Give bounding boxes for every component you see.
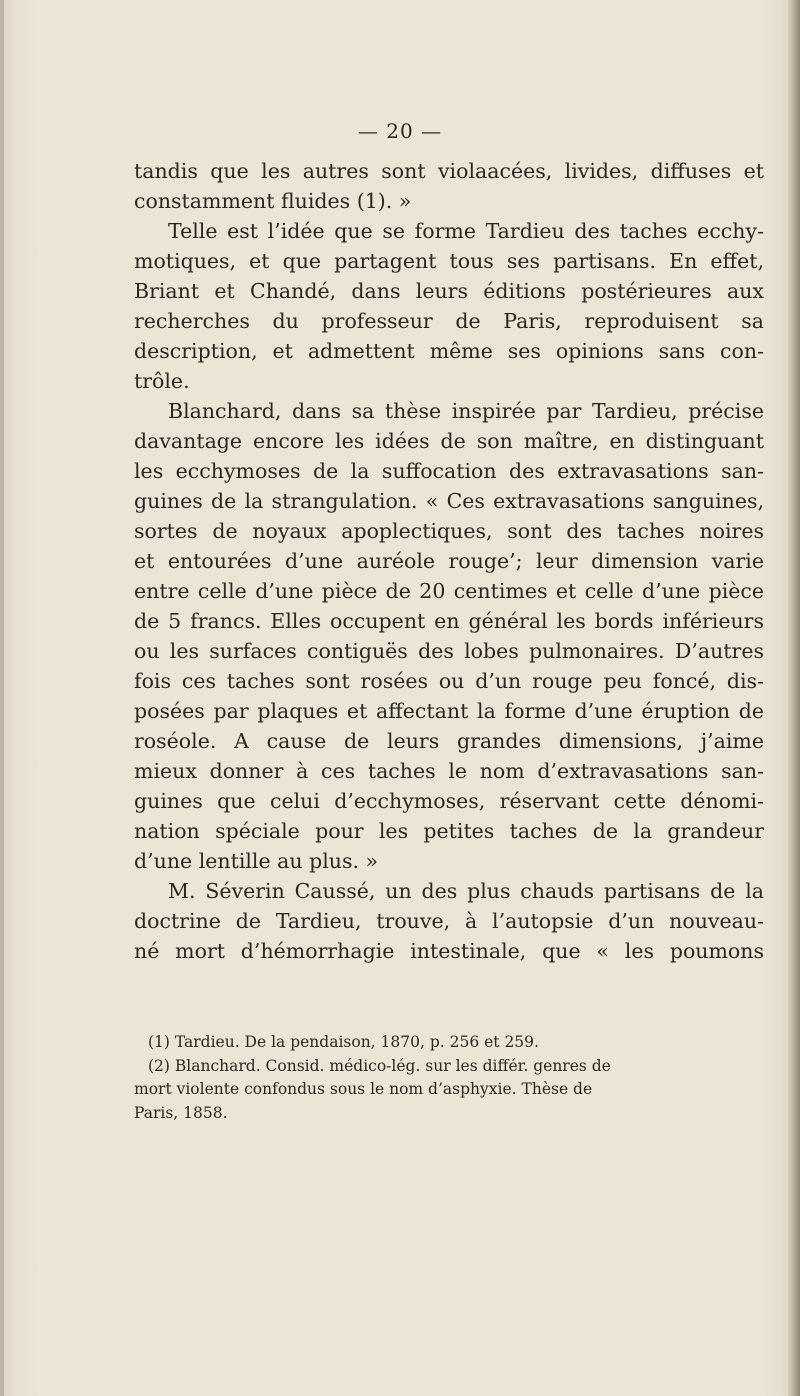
- text-line: né mort d’hémorrhagie intestinale, que « les poumons: [134, 939, 764, 963]
- text-line: trôle.: [134, 369, 190, 393]
- text-line: roséole. A cause de leurs grandes dimensions, j’aime: [134, 729, 764, 753]
- text-line: les ecchymoses de la suffocation des extravasations san-: [134, 459, 764, 483]
- text-line: doctrine de Tardieu, trouve, à l’autopsie d’un nouveau-: [134, 909, 764, 933]
- footnote-line: (1) Tardieu. De la pendaison, 1870, p. 256 et 259.: [148, 1033, 539, 1051]
- text-line: entre celle d’une pièce de 20 centimes et celle d’une pièce: [134, 579, 764, 603]
- text-line: constamment fluides (1). »: [134, 189, 412, 213]
- text-line: motiques, et que partagent tous ses partisans. En effet,: [134, 249, 764, 273]
- text-line: de 5 francs. Elles occupent en général les bords inférieurs: [134, 609, 764, 633]
- text-line: Briant et Chandé, dans leurs éditions postérieures aux: [134, 279, 764, 303]
- footnote-line: mort violente confondus sous le nom d’asphyxie. Thèse de: [134, 1080, 593, 1098]
- text-line: Blanchard, dans sa thèse inspirée par Tardieu, précise: [168, 399, 764, 423]
- text-line: posées par plaques et affectant la forme d’une éruption de: [134, 699, 764, 723]
- footnote-line: (2) Blanchard. Consid. médico-lég. sur les différ. genres de: [148, 1056, 611, 1075]
- footnote-line: Paris, 1858.: [134, 1103, 228, 1122]
- text-line: guines que celui d’ecchymoses, réservant cette dénomi-: [134, 789, 764, 813]
- page-right-edge-binding: [788, 0, 800, 1396]
- text-line: fois ces taches sont rosées ou d’un rouge peu foncé, dis-: [134, 669, 764, 693]
- text-line: tandis que les autres sont violaacées, livides, diffuses et: [134, 159, 764, 183]
- text-line: ou les surfaces contiguës des lobes pulmonaires. D’autres: [134, 639, 764, 663]
- text-line: M. Séverin Caussé, un des plus chauds partisans de la: [168, 879, 764, 903]
- text-line: d’une lentille au plus. »: [134, 849, 379, 873]
- text-line: nation spéciale pour les petites taches de la grandeur: [134, 819, 764, 843]
- page-left-edge: [0, 0, 4, 1396]
- text-line: mieux donner à ces taches le nom d’extravasations san-: [134, 759, 764, 783]
- text-line: description, et admettent même ses opinions sans con-: [134, 339, 764, 363]
- text-line: Telle est l’idée que se forme Tardieu des taches ecchy-: [168, 219, 764, 243]
- text-line: et entourées d’une auréole rouge’; leur dimension varie: [134, 549, 764, 573]
- text-line: guines de la strangulation. « Ces extravasations sanguines,: [134, 489, 764, 513]
- footnotes: [134, 1031, 764, 1125]
- body-text: [134, 156, 764, 966]
- text-line: recherches du professeur de Paris, reproduisent sa: [134, 309, 764, 333]
- text-line: sortes de noyaux apoplectiques, sont des taches noires: [134, 519, 764, 543]
- text-line: davantage encore les idées de son maître, en distinguant: [134, 429, 764, 453]
- page-number: — 20 —: [357, 119, 443, 143]
